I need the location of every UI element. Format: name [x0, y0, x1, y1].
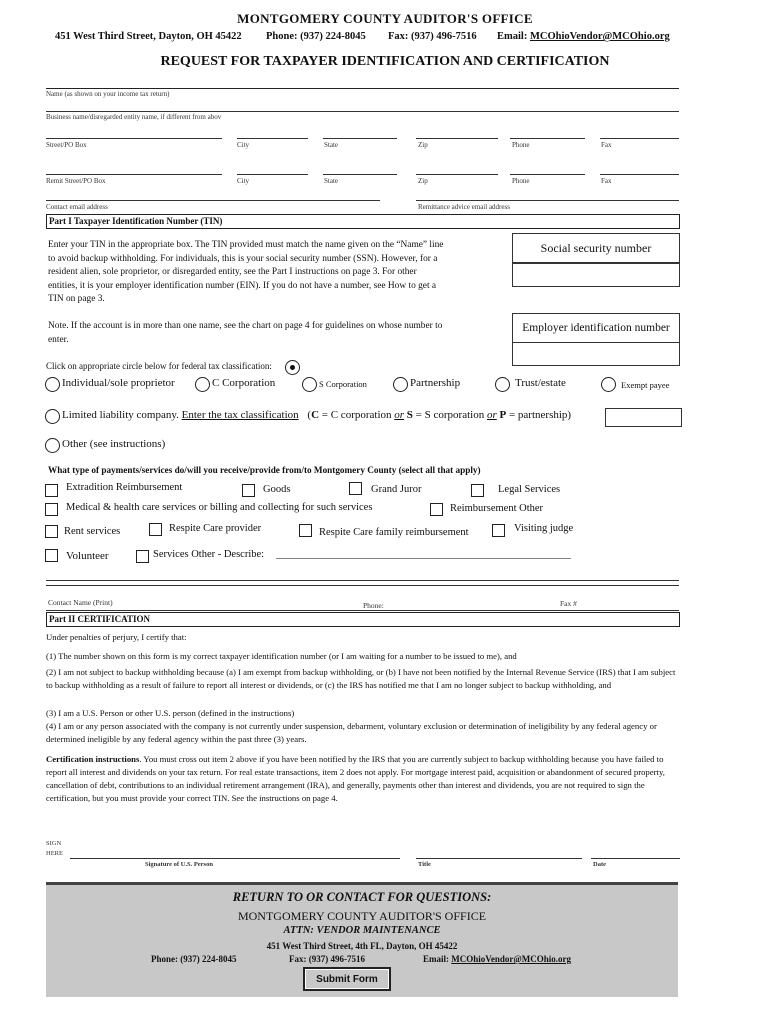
- legal-label: Legal Services: [498, 484, 561, 495]
- services-other-describe-field[interactable]: ___________________________________________________________: [276, 549, 571, 560]
- exempt-label: Exempt payee: [621, 380, 670, 390]
- llc-s-text: = S corporation: [412, 409, 487, 421]
- form-title: REQUEST FOR TAXPAYER IDENTIFICATION AND CERTIFICATION: [160, 54, 610, 69]
- trust-radio[interactable]: [495, 377, 510, 392]
- llc-enter-text: Enter the tax classification: [181, 409, 299, 421]
- goods-label: Goods: [263, 484, 291, 495]
- individual-radio[interactable]: [45, 377, 60, 392]
- zip-label: Zip: [418, 141, 428, 149]
- ein-input[interactable]: [512, 342, 680, 366]
- legal-checkbox[interactable]: [471, 484, 484, 497]
- medical-label: Medical & health care services or billing and collecting for such services: [66, 502, 373, 513]
- name-label: Name (as shown on your income tax return): [46, 90, 170, 98]
- name-field[interactable]: [46, 88, 679, 89]
- remit-fax-label: Fax: [601, 177, 612, 185]
- respite-family-label: Respite Care family reimbursement: [319, 527, 469, 538]
- fax-label: Fax: [601, 141, 612, 149]
- footer-email: [423, 954, 571, 964]
- office-fax: Fax: (937) 496-7516: [388, 31, 477, 42]
- remit-city-field[interactable]: [237, 174, 308, 175]
- cert-item-2: (2) I am not subject to backup withholding because (a) I am exempt from backup withholding, or (b) I have not been notified by the Internal Revenue Service (IRS) that I am subject to backup withholding as a result of failure to report all interest or dividends, or (c) the IRS has notified me that I am no longer subject to backup withholding, and: [46, 667, 676, 690]
- business-label: Business name/disregarded entity name, if different from abov: [46, 113, 222, 121]
- medical-checkbox[interactable]: [45, 503, 58, 516]
- signature-label: Signature of U.S. Person: [145, 861, 213, 868]
- email-label: Email:: [497, 31, 528, 42]
- street-field[interactable]: [46, 138, 222, 139]
- remit-fax-field[interactable]: [600, 174, 679, 175]
- business-field[interactable]: [46, 111, 679, 112]
- footer-email-label: Email:: [423, 954, 449, 964]
- contact-name-label: Contact Name (Print): [48, 598, 113, 607]
- contact-field-line[interactable]: [46, 610, 679, 611]
- part2-header: Part II CERTIFICATION: [46, 612, 680, 627]
- remit-street-label: Remit Street/PO Box: [46, 177, 106, 185]
- city-field[interactable]: [237, 138, 308, 139]
- grand-juror-checkbox[interactable]: [349, 482, 362, 495]
- llc-text: Limited liability company.: [62, 409, 179, 421]
- rent-label: Rent services: [64, 526, 121, 537]
- part1-header: Part I Taxpayer Identification Number (TIN): [46, 214, 680, 229]
- cert-instructions-label: Certification instructions: [46, 754, 140, 764]
- extradition-checkbox[interactable]: [45, 484, 58, 497]
- contact-email-field[interactable]: [46, 200, 380, 201]
- submit-form-button[interactable]: Submit Form: [303, 967, 391, 991]
- llc-p-text: = partnership): [506, 409, 572, 421]
- footer-attn: ATTN: VENDOR MAINTENANCE: [283, 925, 441, 936]
- respite-label: Respite Care provider: [169, 523, 262, 534]
- services-other-checkbox[interactable]: [136, 550, 149, 563]
- remit-state-field[interactable]: [323, 174, 397, 175]
- fax-field[interactable]: [600, 138, 679, 139]
- remit-zip-field[interactable]: [416, 174, 498, 175]
- divider-bottom: [46, 585, 679, 586]
- remit-street-field[interactable]: [46, 174, 222, 175]
- contact-email-label: Contact email address: [46, 203, 108, 211]
- c-corp-label: C Corporation: [212, 377, 276, 389]
- c-corp-radio[interactable]: [195, 377, 210, 392]
- remit-state-label: State: [324, 177, 338, 185]
- llc-c-letter: C: [311, 409, 320, 421]
- zip-field[interactable]: [416, 138, 498, 139]
- remit-city-label: City: [237, 177, 250, 185]
- date-field[interactable]: [591, 858, 680, 859]
- llc-or-2: or: [486, 409, 497, 421]
- remit-zip-label: Zip: [418, 177, 428, 185]
- services-question: What type of payments/services do/will you receive/provide from/to Montgomery County (select all that apply): [48, 465, 481, 475]
- sign-label: SIGN: [46, 840, 62, 847]
- contact-fax-label: Fax #: [560, 599, 577, 608]
- state-field[interactable]: [323, 138, 397, 139]
- services-other-label: Services Other - Describe:: [153, 549, 265, 560]
- city-label: City: [237, 141, 250, 149]
- respite-checkbox[interactable]: [149, 523, 162, 536]
- rent-checkbox[interactable]: [45, 525, 58, 538]
- volunteer-checkbox[interactable]: [45, 549, 58, 562]
- goods-checkbox[interactable]: [242, 484, 255, 497]
- individual-label: Individual/sole proprietor: [62, 377, 175, 389]
- llc-label: [62, 409, 571, 421]
- remit-phone-label: Phone: [512, 177, 530, 185]
- respite-family-checkbox[interactable]: [299, 524, 312, 537]
- part1-note: Note. If the account is in more than one name, see the chart on page 4 for guidelines on whose number to enter.: [48, 321, 443, 345]
- footer-address: 451 West Third Street, 4th FL, Dayton, OH 45422: [266, 941, 458, 951]
- footer-email-link[interactable]: MCOhioVendor@MCOhio.org: [451, 954, 572, 964]
- title-field[interactable]: [416, 858, 582, 859]
- signature-field[interactable]: [70, 858, 400, 859]
- here-label: HERE: [46, 850, 63, 857]
- exempt-radio[interactable]: [601, 377, 616, 392]
- office-email: [497, 31, 670, 42]
- phone-field[interactable]: [510, 138, 585, 139]
- llc-c-text: = C corporation: [319, 409, 395, 421]
- office-title: MONTGOMERY COUNTY AUDITOR'S OFFICE: [237, 11, 533, 26]
- llc-s-letter: S: [406, 409, 413, 421]
- llc-p-letter: P: [499, 409, 507, 421]
- s-corp-label: S Corporation: [319, 379, 367, 389]
- street-label: Street/PO Box: [46, 141, 87, 149]
- visiting-judge-checkbox[interactable]: [492, 524, 505, 537]
- part1-instructions: Enter your TIN in the appropriate box. The TIN provided must match the name given on the “Name” line to avoid backup withholding. For individuals, this is your social security number (SSN). However, for a resident alien, sole proprietor, or disregarded entity, see the Part I instructions on page 3. For other entities, it is your employer identification number (EIN). If you do not have a number, see How to get a TIN on page 3.: [48, 240, 444, 304]
- other-radio[interactable]: [45, 438, 60, 453]
- state-label: State: [324, 141, 338, 149]
- email-link[interactable]: MCOhioVendor@MCOhio.org: [529, 31, 670, 42]
- partnership-label: Partnership: [410, 377, 461, 389]
- ssn-label: Social security number: [512, 233, 680, 263]
- divider-top: [46, 580, 679, 581]
- cert-item-1: (1) The number shown on this form is my correct taxpayer identification number (or I am waiting for a number to be issued to me), and: [46, 651, 517, 661]
- office-address: 451 West Third Street, Dayton, OH 45422: [55, 31, 242, 42]
- footer-office: MONTGOMERY COUNTY AUDITOR'S OFFICE: [237, 909, 487, 923]
- remit-phone-field[interactable]: [510, 174, 585, 175]
- ein-label: Employer identification number: [512, 313, 680, 343]
- remittance-email-field[interactable]: [416, 200, 679, 201]
- cert-instructions: [46, 753, 682, 805]
- classification-prompt-radio[interactable]: [285, 360, 300, 375]
- visiting-judge-label: Visiting judge: [514, 523, 574, 534]
- reimbursement-other-checkbox[interactable]: [430, 503, 443, 516]
- ssn-input[interactable]: [512, 263, 680, 287]
- other-label: Other (see instructions): [62, 438, 166, 450]
- contact-phone-label: Phone:: [363, 601, 384, 610]
- title-label: Title: [418, 861, 431, 868]
- partnership-radio[interactable]: [393, 377, 408, 392]
- llc-or-1: or: [394, 409, 405, 421]
- footer-phone: Phone: (937) 224-8045: [151, 954, 237, 964]
- remittance-email-label: Remittance advice email address: [418, 203, 510, 211]
- llc-radio[interactable]: [45, 409, 60, 424]
- date-label: Date: [593, 861, 606, 868]
- llc-paren: (: [307, 409, 312, 421]
- phone-label: Phone: [512, 141, 530, 149]
- classification-prompt: Click on appropriate circle below for federal tax classification:: [46, 361, 272, 371]
- trust-label: Trust/estate: [515, 377, 566, 389]
- reimbursement-other-label: Reimbursement Other: [450, 503, 544, 514]
- volunteer-label: Volunteer: [66, 550, 109, 562]
- extradition-label: Extradition Reimbursement: [66, 482, 183, 493]
- office-phone: Phone: (937) 224-8045: [266, 31, 366, 42]
- cert-item-3: (3) I am a U.S. Person or other U.S. person (defined in the instructions): [46, 708, 295, 718]
- cert-instructions-text: . You must cross out item 2 above if you have been notified by the IRS that you are currently subject to backup withholding because you have failed to report all interest and dividends on your tax return. For real estate transactions, item 2 does not apply. For mortgage interest paid, acquisition or abandonment of secured property, cancellation of debt, contributions to an individual retirement arrangement (IRA), and generally, payments other than interest and dividends, you are not required to sign the certification, but you must provide your correct TIN. See the instructions on page 4.: [46, 754, 665, 803]
- footer-fax: Fax: (937) 496-7516: [289, 954, 365, 964]
- cert-item-4: (4) I am or any person associated with the company is not currently under suspension, debarment, voluntary exclusion or determination of ineligibility by any federal agency or determined ineligible by any federal agency within the past three (3) years.: [46, 721, 657, 744]
- llc-classification-input[interactable]: [605, 408, 682, 427]
- s-corp-radio[interactable]: [302, 377, 317, 392]
- cert-intro: Under penalties of perjury, I certify that:: [46, 632, 187, 642]
- grand-juror-label: Grand Juror: [371, 484, 422, 495]
- footer-return: RETURN TO OR CONTACT FOR QUESTIONS:: [232, 890, 492, 904]
